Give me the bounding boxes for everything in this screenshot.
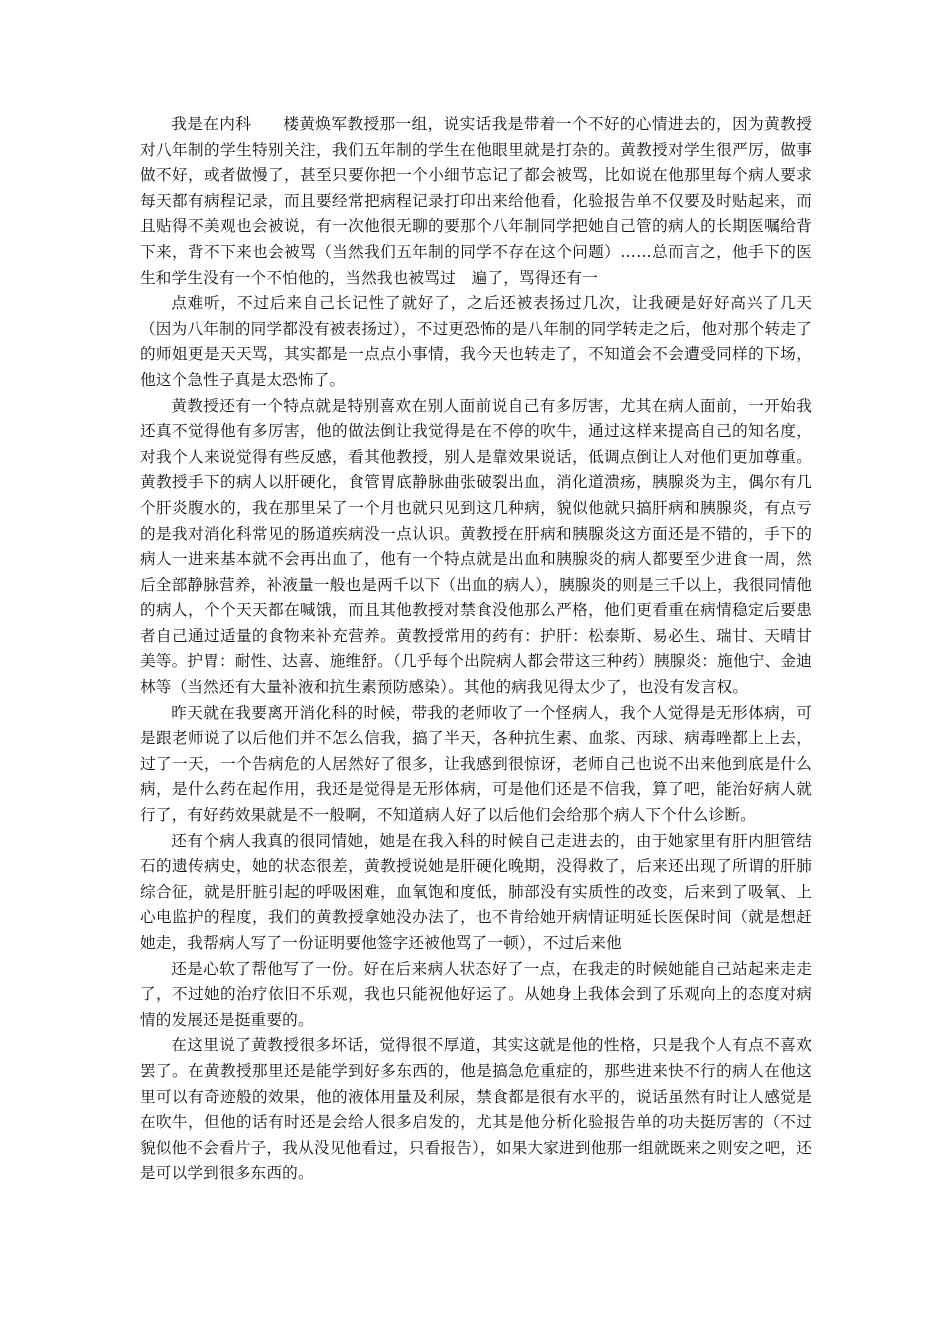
paragraph: 还是心软了帮他写了一份。好在后来病人状态好了一点，在我走的时候她能自己站起来走走了，不过她的治疗依旧不乐观，我也只能祝他好运了。从她身上我体会到了乐观向上的态度对病情的发展还是挺重要的。 [140, 959, 812, 1029]
document-body [140, 112, 812, 1187]
paragraph: 点难听，不过后来自己长记性了就好了，之后还被表扬过几次，让我硬是好好高兴了几天（因为八年制的同学都没有被表扬过），不过更恐怖的是八年制的同学转走之后，他对那个转走了的师姐更是天天骂，其实都是一点点小事情，我今天也转走了，不知道会不会遭受同样的下场，他这个急性子真是太恐怖了。 [140, 294, 812, 389]
paragraph: 黄教授还有一个特点就是特别喜欢在别人面前说自己有多厉害，尤其在病人面前，一开始我还真不觉得他有多厉害，他的做法倒让我觉得是在不停的吹牛，通过这样来提高自己的知名度，对我个人来说觉得有些反感，看其他教授，别人是靠效果说话，低调点倒让人对他们更加尊重。黄教授手下的病人以肝硬化，食管胃底静脉曲张破裂出血，消化道溃疡，胰腺炎为主，偶尔有几个肝炎腹水的，我在那里呆了一个月也就只见到这几种病，貌似他就只搞肝病和胰腺炎，有点亏的是我对消化科常见的肠道疾病没一点认识。黄教授在肝病和胰腺炎这方面还是不错的，手下的病人一进来基本就不会再出血了，他有一个特点就是出血和胰腺炎的病人都要至少进食一周，然后全部静脉营养，补液量一般也是两千以下（出血的病人），胰腺炎的则是三千以上，我很同情他的病人，个个天天都在喊饿，而且其他教授对禁食没他那么严格，他们更看重在病情稳定后要患者自己通过适量的食物来补充营养。黄教授常用的药有：护肝：松泰斯、易必生、瑞甘、天晴甘美等。护胃：耐性、达喜、施维舒。（几乎每个出院病人都会带这三种药）胰腺炎：施他宁、金迪林等（当然还有大量补液和抗生素预防感染）。其他的病我见得太少了，也没有发言权。 [140, 396, 812, 697]
paragraph: 还有个病人我真的很同情她，她是在我入科的时候自己走进去的，由于她家里有肝内胆管结石的遗传病史，她的状态很差，黄教授说她是肝硬化晚期，没得救了，后来还出现了所谓的肝肺综合征，就是肝脏引起的呼吸困难，血氧饱和度低，肺部没有实质性的改变，后来到了吸氧、上心电监护的程度，我们的黄教授拿她没办法了，也不肯给她开病情证明延长医保时间（就是想赶她走，我帮病人写了一份证明要他签字还被他骂了一顿），不过后来他 [140, 831, 812, 952]
paragraph: 在这里说了黄教授很多坏话，觉得很不厚道，其实这就是他的性格，只是我个人有点不喜欢罢了。在黄教授那里还是能学到好多东西的，他是搞急危重症的，那些进来快不行的病人在他这里可以有奇迹般的效果，他的液体用量及利尿，禁食都是很有水平的，说话虽然有时让人感觉是在吹牛，但他的话有时还是会给人很多启发的，尤其是他分析化验报告单的功夫挺厉害的（不过貌似他不会看片子，我从没见他看过，只看报告），如果大家进到他那一组就既来之则安之吧，还是可以学到很多东西的。 [140, 1036, 812, 1183]
paragraph: 我是在内科 楼黄焕军教授那一组，说实话我是带着一个不好的心情进去的，因为黄教授对八年制的学生特别关注，我们五年制的学生在他眼里就是打杂的。黄教授对学生很严厉，做事做不好，或者做慢了，甚至只要你把一个小细节忘记了都会被骂，比如说在他那里每个病人要求每天都有病程记录，而且要经常把病程记录打印出来给他看，化验报告单不仅要及时贴起来，而且贴得不美观也会被说，有一次他很无聊的要那个八年制同学把她自己管的病人的长期医嘱给背下来，背不下来也会被骂（当然我们五年制的同学不存在这个问题）……总而言之，他手下的医生和学生没有一个不怕他的，当然我也被骂过 遍了，骂得还有一 [140, 115, 812, 287]
paragraph: 昨天就在我要离开消化科的时候，带我的老师收了一个怪病人，我个人觉得是无形体病，可是跟老师说了以后他们并不怎么信我，搞了半天，各种抗生素、血浆、丙球、病毒唑都上上去，过了一天，一个告病危的人居然好了很多，让我感到很惊讶，老师自己也说不出来他到底是什么病，是什么药在起作用，我还是觉得是无形体病，可是他们还是不信我，算了吧，能治好病人就行了，有好药效果就是不一般啊，不知道病人好了以后他们会给那个病人下个什么诊断。 [140, 703, 812, 825]
